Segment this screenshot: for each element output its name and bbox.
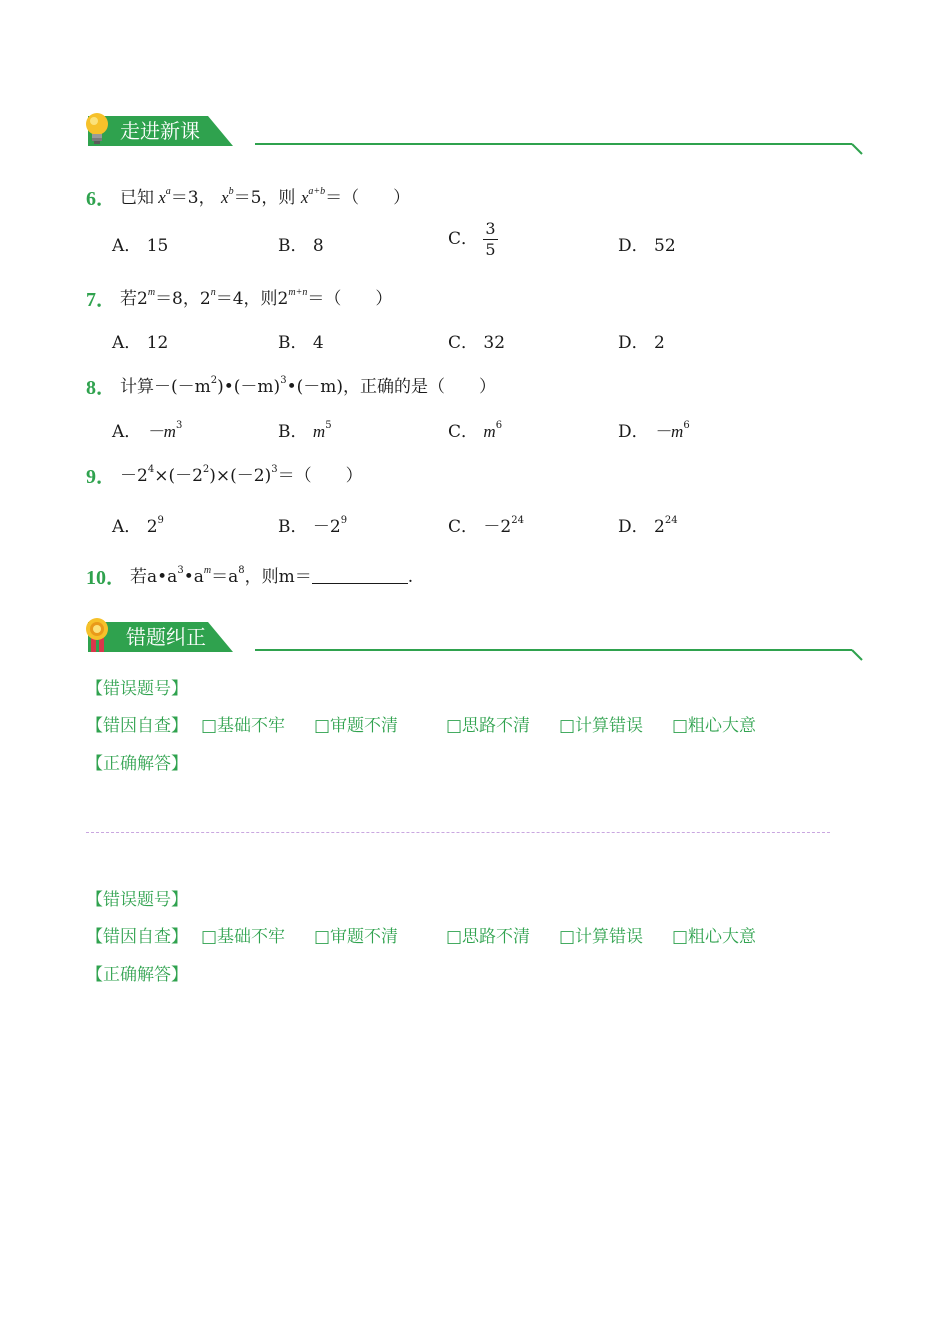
answer-blank[interactable] bbox=[312, 567, 408, 584]
option-b: B． 8 bbox=[278, 236, 324, 256]
check-calc[interactable]: □计算错误 bbox=[559, 716, 644, 736]
question-text: 若$2^m=8$，$2^n=4$，则$2^{m+n}=$（ ） bbox=[120, 287, 393, 309]
option-a: A． 15 bbox=[112, 236, 169, 256]
section-rule bbox=[255, 648, 865, 664]
error-cause-label: 【错因自查】 bbox=[86, 927, 188, 947]
question-text: 计算$-(-m^2)•(-m)^3•(-m)$，正确的是（ ） bbox=[120, 375, 496, 397]
check-reading[interactable]: □审题不清 bbox=[314, 927, 399, 947]
option-c: C． $\frac{3}{5}$ bbox=[448, 219, 496, 259]
section-rule bbox=[255, 142, 865, 158]
section-title-error-correction: 错题纠正 bbox=[126, 625, 206, 649]
dashed-divider bbox=[86, 832, 830, 833]
option-d: D． 2 bbox=[618, 333, 665, 353]
check-basic[interactable]: □基础不牢 bbox=[201, 716, 286, 736]
medal-icon bbox=[84, 616, 114, 656]
option-c: C． 32 bbox=[448, 333, 506, 353]
question-number: 10． bbox=[86, 567, 126, 589]
question-text: 已知 $x^a=3$， $x^b=5$，则 $x^{a+b}=$（ ） bbox=[120, 186, 411, 208]
question-text: $-2^4\times(-2^2)\times(-2)^3=$（ ） bbox=[120, 464, 363, 486]
check-approach[interactable]: □思路不清 bbox=[446, 927, 531, 947]
option-a: A． $-m^3$ bbox=[112, 420, 183, 442]
question-number: 6． bbox=[86, 188, 116, 210]
correct-answer-label: 【正确解答】 bbox=[86, 754, 188, 774]
fraction: $\frac{3}{5}$ bbox=[485, 219, 496, 259]
check-careless[interactable]: □粗心大意 bbox=[672, 927, 757, 947]
option-b: B． 4 bbox=[278, 333, 324, 353]
check-reading[interactable]: □审题不清 bbox=[314, 716, 399, 736]
check-basic[interactable]: □基础不牢 bbox=[201, 927, 286, 947]
option-a: A． $2^9$ bbox=[112, 515, 164, 537]
option-d: D． $-m^6$ bbox=[618, 420, 690, 442]
question-text: 若$a•a^3•a^m=a^8$，则m＝ . bbox=[130, 565, 414, 587]
wrong-question-label: 【错误题号】 bbox=[86, 890, 188, 910]
option-a: A． 12 bbox=[112, 333, 169, 353]
option-b: B． $-2^9$ bbox=[278, 515, 348, 537]
section-title-new-lesson: 走进新课 bbox=[120, 119, 200, 143]
lightbulb-icon bbox=[84, 110, 114, 150]
option-d: D． $2^{24}$ bbox=[618, 515, 678, 537]
section-header-error-correction bbox=[88, 622, 868, 652]
error-cause-row bbox=[86, 711, 188, 736]
option-d: D． 52 bbox=[618, 236, 676, 256]
wrong-question-label: 【错误题号】 bbox=[86, 679, 188, 699]
error-cause-label: 【错因自查】 bbox=[86, 716, 188, 736]
section-header-new-lesson bbox=[88, 116, 868, 146]
check-calc[interactable]: □计算错误 bbox=[559, 927, 644, 947]
option-c: C． $m^6$ bbox=[448, 420, 503, 442]
check-approach[interactable]: □思路不清 bbox=[446, 716, 531, 736]
question-number: 9． bbox=[86, 466, 116, 488]
question-number: 7． bbox=[86, 289, 116, 311]
option-b: B． $m^5$ bbox=[278, 420, 332, 442]
question-number: 8． bbox=[86, 377, 116, 399]
error-cause-row bbox=[86, 922, 188, 947]
correct-answer-label: 【正确解答】 bbox=[86, 965, 188, 985]
option-c: C． $-2^{24}$ bbox=[448, 515, 524, 537]
check-careless[interactable]: □粗心大意 bbox=[672, 716, 757, 736]
